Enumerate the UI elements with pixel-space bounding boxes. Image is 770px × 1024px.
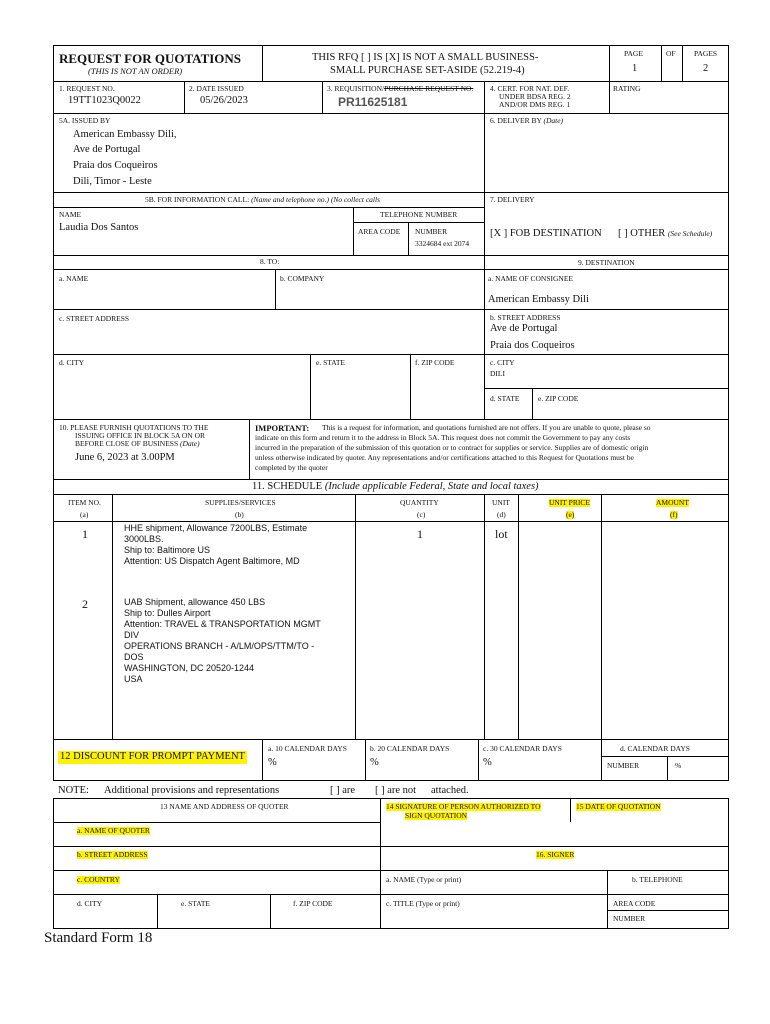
item-desc-line: Ship to: Baltimore US: [124, 545, 211, 555]
quoter-name-label[interactable]: a. NAME OF QUOTER: [77, 826, 150, 835]
page-label: PAGE: [624, 49, 643, 58]
discount-custom-days: d. CALENDAR DAYS: [620, 744, 690, 753]
col-quantity: QUANTITY: [400, 498, 439, 507]
signer-name-label[interactable]: a. NAME (Type or print): [386, 875, 462, 884]
cert-line2: UNDER BDSA REG. 2: [499, 92, 571, 101]
important-text: This is a request for information, and quotations furnished are not offers. If you are unable to quote, please so: [322, 423, 651, 432]
cert-line1: 4. CERT. FOR NAT. DEF.: [490, 84, 570, 93]
item-desc-line: Ship to: Dulles Airport: [124, 608, 211, 618]
dest-street1: Ave de Portugal: [490, 323, 558, 334]
to-street-label: c. STREET ADDRESS: [59, 314, 130, 323]
signer-telephone-label: b. TELEPHONE: [632, 875, 683, 884]
discount-10-days: a. 10 CALENDAR DAYS: [268, 744, 347, 753]
item-desc-line: UAB Shipment, allowance 450 LBS: [124, 597, 266, 607]
signer-area-code-label[interactable]: AREA CODE: [613, 899, 656, 908]
col-item-no-sub: (a): [80, 510, 89, 519]
provisions-are[interactable]: [ ] are: [330, 785, 356, 796]
col-unit-sub: (d): [497, 510, 506, 519]
issued-by-line: American Embassy Dili,: [73, 129, 177, 140]
fob-destination[interactable]: [X ] FOB DESTINATION: [490, 228, 602, 239]
quoter-zip-label[interactable]: f. ZIP CODE: [293, 899, 333, 908]
dest-street-label: b. STREET ADDRESS: [490, 313, 561, 322]
quoter-address-label: 13 NAME AND ADDRESS OF QUOTER: [160, 802, 289, 811]
consignee: American Embassy Dili: [488, 294, 589, 305]
discount-number-label: NUMBER: [607, 761, 640, 770]
total-pages: 2: [703, 63, 709, 74]
rating-label: RATING: [613, 84, 641, 93]
delivery-label: 7. DELIVERY: [490, 195, 535, 204]
discount-20-pct[interactable]: %: [370, 757, 379, 768]
provisions-are-not[interactable]: [ ] are not: [375, 785, 417, 796]
to-label: 8. TO:: [260, 257, 280, 266]
set-aside-line2: SMALL PURCHASE SET-ASIDE (52.219-4): [330, 65, 525, 76]
quote-deadline-label2: ISSUING OFFICE IN BLOCK 5A ON OR: [75, 431, 206, 440]
note-text: Additional provisions and representations: [104, 785, 280, 796]
signer-title-label[interactable]: c. TITLE (Type or print): [386, 899, 460, 908]
item-desc-line: DIV: [124, 630, 140, 640]
contact-name-label: NAME: [59, 210, 82, 219]
request-no-label: 1. REQUEST NO.: [59, 84, 115, 93]
important-text: indicate on this form and return it to the address in Block 5A. This request does not commit the Government to pay any costs: [255, 433, 631, 442]
important-text: incurred in the preparation of the submission of this quotation or to contract for supplies or service. Supplies are of domestic origin: [255, 443, 649, 452]
consignee-label: a. NAME OF CONSIGNEE: [488, 274, 573, 283]
col-supplies: SUPPLIES/SERVICES: [205, 498, 276, 507]
provisions-attached: attached.: [431, 785, 469, 796]
deliver-by-label: 6. DELIVER BY (Date): [490, 116, 564, 125]
to-name-label: a. NAME: [59, 274, 89, 283]
important-text: unless otherwise indicated by quoter. Any representations and/or certifications attached to this Request for Quotations must be: [255, 453, 634, 462]
other-delivery[interactable]: [ ] OTHER (See Schedule): [618, 228, 713, 239]
item-no: 2: [82, 597, 88, 611]
item-desc-line: OPERATIONS BRANCH - A/LM/OPS/TTM/TO -: [124, 641, 315, 651]
signature-label1: 14 SIGNATURE OF PERSON AUTHORIZED TO: [386, 802, 541, 811]
discount-10-pct[interactable]: %: [268, 757, 277, 768]
pages-label: PAGES: [694, 49, 718, 58]
discount-label: 12 DISCOUNT FOR PROMPT PAYMENT: [60, 751, 245, 762]
contact-number[interactable]: 3324684 ext 2074: [415, 239, 470, 248]
issued-by-line: Ave de Portugal: [73, 144, 141, 155]
form-number: Standard Form 18: [44, 930, 153, 946]
discount-30-days: c. 30 CALENDAR DAYS: [483, 744, 562, 753]
destination-label: 9. DESTINATION: [578, 258, 635, 267]
quote-deadline-label1: 10. PLEASE FURNISH QUOTATIONS TO THE: [59, 423, 209, 432]
item-desc-line: USA: [124, 674, 143, 684]
col-unit: UNIT: [492, 498, 510, 507]
col-amount-sub: (f): [670, 510, 678, 519]
dest-city: DILI: [490, 369, 505, 378]
quoter-country-label[interactable]: c. COUNTRY: [77, 875, 120, 884]
quoter-city-label[interactable]: d. CITY: [77, 899, 102, 908]
col-unit-price-sub: (e): [566, 510, 575, 519]
issued-by-line: Praia dos Coqueiros: [73, 160, 158, 171]
dest-zip-label: e. ZIP CODE: [538, 394, 579, 403]
quoter-street-label[interactable]: b. STREET ADDRESS: [77, 850, 148, 859]
to-state-label: e. STATE: [316, 358, 345, 367]
quote-deadline-label3: BEFORE CLOSE OF BUSINESS (Date): [75, 439, 200, 448]
item-desc-line: DOS: [124, 652, 144, 662]
to-company-label: b. COMPANY: [280, 274, 325, 283]
quote-date-label: 15 DATE OF QUOTATION: [576, 802, 661, 811]
col-unit-price: UNIT PRICE: [549, 498, 590, 507]
quote-deadline: June 6, 2023 at 3.00PM: [75, 452, 175, 463]
signer-label: 16. SIGNER: [536, 850, 575, 859]
page-number: 1: [632, 63, 638, 74]
to-city-label: d. CITY: [59, 358, 84, 367]
note-label: NOTE:: [58, 785, 89, 796]
cert-line3: AND/OR DMS REG. 1: [499, 100, 571, 109]
date-issued[interactable]: 05/26/2023: [200, 95, 248, 106]
telephone-label: TELEPHONE NUMBER: [380, 210, 458, 219]
item-desc-line: Attention: US Dispatch Agent Baltimore, MD: [124, 556, 300, 566]
form-subtitle: (THIS IS NOT AN ORDER): [88, 66, 183, 76]
contact-name[interactable]: Laudia Dos Santos: [59, 222, 139, 233]
item-desc-line: HHE shipment, Allowance 7200LBS, Estimate: [124, 523, 308, 533]
important-label: IMPORTANT:: [255, 423, 310, 433]
requisition-label-a: 3. REQUISITION/PURCHASE REQUEST NO.: [327, 84, 474, 93]
date-issued-label: 2. DATE ISSUED: [189, 84, 244, 93]
item-desc-line: Attention: TRAVEL & TRANSPORTATION MGMT: [124, 619, 321, 629]
dest-state-label: d. STATE: [490, 394, 520, 403]
important-text: completed by the quoter: [255, 463, 328, 472]
info-call-label: 5B. FOR INFORMATION CALL: (Name and telephone no.) (No collect calls: [145, 195, 380, 204]
issued-by-line: Dili, Timor - Leste: [73, 176, 152, 187]
rule: [53, 45, 729, 46]
issued-by-label: 5A. ISSUED BY: [59, 116, 111, 125]
signer-number-label[interactable]: NUMBER: [613, 914, 646, 923]
of-label: OF: [666, 49, 676, 58]
signature-label2: SIGN QUOTATION: [405, 811, 468, 820]
discount-custom-pct[interactable]: %: [675, 761, 682, 770]
discount-20-days: b. 20 CALENDAR DAYS: [370, 744, 450, 753]
item-quantity: 1: [417, 527, 423, 541]
item-unit: lot: [495, 527, 508, 541]
request-no[interactable]: 19TT1023Q0022: [68, 95, 141, 106]
dest-street2: Praia dos Coqueiros: [490, 340, 575, 351]
requisition-no[interactable]: PR11625181: [338, 95, 408, 109]
col-quantity-sub: (c): [417, 510, 426, 519]
to-zip-label: f. ZIP CODE: [415, 358, 455, 367]
item-desc-line: 3000LBS.: [124, 534, 164, 544]
discount-30-pct[interactable]: %: [483, 757, 492, 768]
item-no: 1: [82, 527, 88, 541]
item-desc-line: WASHINGTON, DC 20520-1244: [124, 663, 255, 673]
col-item-no: ITEM NO.: [68, 498, 101, 507]
schedule-title: 11. SCHEDULE (Include applicable Federal, State and local taxes): [252, 481, 539, 492]
col-supplies-sub: (b): [235, 510, 244, 519]
dest-city-label: c. CITY: [490, 358, 515, 367]
area-code-label: AREA CODE: [358, 227, 401, 236]
quoter-state-label[interactable]: e. STATE: [181, 899, 210, 908]
number-label: NUMBER: [415, 227, 448, 236]
set-aside-line1: THIS RFQ [ ] IS [X] IS NOT A SMALL BUSINESS-: [312, 52, 539, 63]
form-title: REQUEST FOR QUOTATIONS: [59, 51, 242, 66]
col-amount: AMOUNT: [656, 498, 689, 507]
